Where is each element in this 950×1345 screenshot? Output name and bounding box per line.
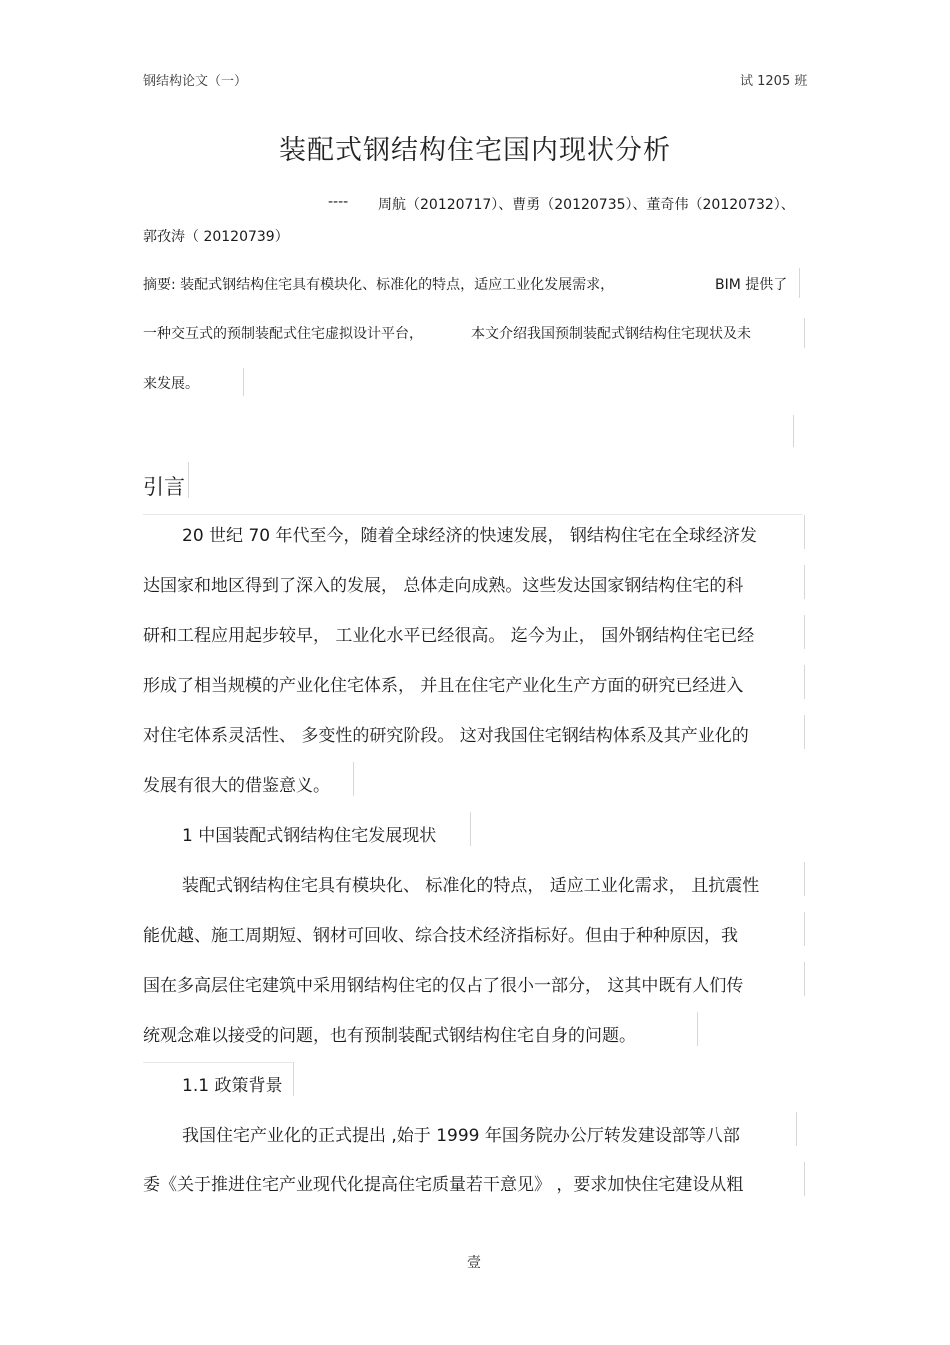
scan-line bbox=[799, 268, 800, 298]
scan-line bbox=[293, 1062, 294, 1096]
scan-line bbox=[804, 715, 805, 749]
author-line-2: 郭孜涛（ 20120739） bbox=[143, 229, 289, 245]
scan-line bbox=[804, 515, 805, 549]
abstract-line-3: 来发展。 bbox=[143, 376, 199, 392]
scan-line bbox=[143, 514, 803, 515]
scan-line bbox=[804, 1162, 805, 1196]
scan-line bbox=[804, 862, 805, 896]
header-right: 试 1205 班 bbox=[740, 74, 808, 89]
scan-line bbox=[804, 615, 805, 649]
abstract-line-1b: BIM 提供了 bbox=[715, 277, 788, 293]
page-number: 壹 bbox=[467, 1255, 481, 1271]
section-1-1-line: 我国住宅产业化的正式提出 ,始于 1999 年国务院办公厅转发建设部等八部 bbox=[182, 1126, 740, 1146]
section-1-line: 能优越、施工周期短、钢材可回收、综合技术经济指标好。但由于种种原因，我 bbox=[143, 926, 738, 946]
intro-line: 研和工程应用起步较早， 工业化水平已经很高。 迄今为止， 国外钢结构住宅已经 bbox=[143, 626, 755, 646]
header-left: 钢结构论文（一） bbox=[143, 74, 248, 89]
intro-line: 发展有很大的借鉴意义。 bbox=[143, 776, 330, 796]
intro-heading: 引言 bbox=[143, 475, 185, 499]
scan-line bbox=[697, 1012, 698, 1046]
intro-line: 20 世纪 70 年代至今，随着全球经济的快速发展， 钢结构住宅在全球经济发 bbox=[182, 526, 757, 546]
abstract-line-1a: 摘要: 装配式钢结构住宅具有模块化、标准化的特点，适应工业化发展需求， bbox=[143, 277, 615, 293]
scan-line bbox=[804, 318, 805, 348]
section-1-line: 统观念难以接受的问题，也有预制装配式钢结构住宅自身的问题。 bbox=[143, 1026, 636, 1046]
scan-line bbox=[793, 415, 794, 447]
scan-line bbox=[804, 665, 805, 699]
scan-line bbox=[353, 762, 354, 796]
scan-line bbox=[470, 812, 471, 846]
scan-line bbox=[804, 565, 805, 599]
scan-line bbox=[243, 368, 244, 396]
section-1-line: 国在多高层住宅建筑中采用钢结构住宅的仅占了很小一部分， 这其中既有人们传 bbox=[143, 976, 744, 996]
scan-line bbox=[143, 1062, 293, 1063]
intro-line: 达国家和地区得到了深入的发展， 总体走向成熟。这些发达国家钢结构住宅的科 bbox=[143, 576, 744, 596]
abstract-line-2b: 本文介绍我国预制装配式钢结构住宅现状及未 bbox=[471, 326, 751, 342]
scan-line bbox=[804, 962, 805, 996]
intro-line: 形成了相当规模的产业化住宅体系， 并且在住宅产业化生产方面的研究已经进入 bbox=[143, 676, 744, 696]
section-1-1-heading: 1.1 政策背景 bbox=[182, 1076, 283, 1096]
section-1-line: 装配式钢结构住宅具有模块化、 标准化的特点， 适应工业化需求， 且抗震性 bbox=[182, 876, 760, 896]
author-dash: ---- bbox=[328, 194, 349, 210]
section-1-heading: 1 中国装配式钢结构住宅发展现状 bbox=[182, 826, 437, 846]
scan-line bbox=[804, 912, 805, 946]
section-1-1-line: 委《关于推进住宅产业现代化提高住宅质量若干意见》 ，要求加快住宅建设从粗 bbox=[143, 1175, 744, 1195]
scan-line bbox=[188, 462, 189, 498]
abstract-line-2a: 一种交互式的预制装配式住宅虚拟设计平台， bbox=[143, 326, 423, 342]
author-line-1: 周航（20120717）、曹勇（20120735）、董奇伟（20120732）、 bbox=[378, 197, 795, 213]
page-title: 装配式钢结构住宅国内现状分析 bbox=[279, 135, 671, 166]
scan-line bbox=[796, 1112, 797, 1146]
intro-line: 对住宅体系灵活性、 多变性的研究阶段。 这对我国住宅钢结构体系及其产业化的 bbox=[143, 726, 749, 746]
